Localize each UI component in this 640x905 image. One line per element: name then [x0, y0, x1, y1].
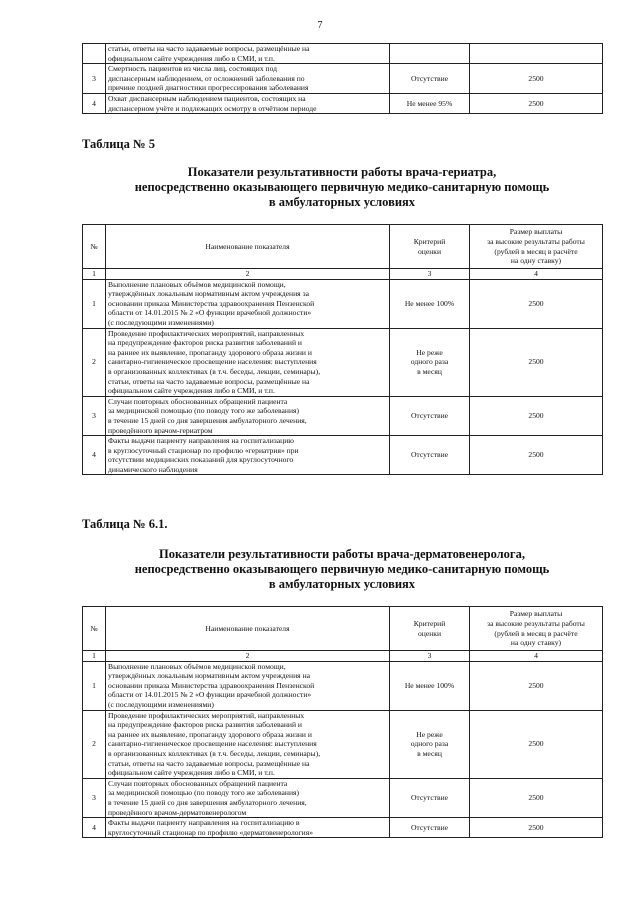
row-number: 1 — [83, 661, 106, 710]
criterion-text-line: Не менее 95% — [406, 98, 453, 108]
header-criterion-line: оценки — [417, 246, 442, 256]
indicator-name — [106, 328, 390, 396]
table-row — [83, 44, 603, 64]
indicator-text-line: на предупреждение факторов риска развития заболеваний и — [108, 338, 302, 348]
criterion-cell — [390, 279, 470, 328]
criterion-text-line: Не реже — [416, 729, 443, 739]
criterion-text-line: в месяц — [417, 366, 442, 376]
indicator-text-line: официальном сайте учреждения либо в СМИ, и т.п. — [108, 768, 275, 778]
indicator-name — [106, 818, 390, 838]
table-5-title-line: Показатели результативности работы врача-гериатра, — [187, 165, 497, 179]
header-indicator-name: Наименование показателя — [106, 607, 390, 651]
column-number-3: 3 — [390, 651, 470, 662]
criterion-cell — [390, 818, 470, 838]
column-number-4: 4 — [470, 651, 603, 662]
header-number: № — [83, 607, 106, 651]
row-number: 3 — [83, 396, 106, 435]
row-number: 2 — [83, 328, 106, 396]
indicator-text-line: на предупреждение факторов риска развития заболеваний и — [108, 720, 302, 730]
indicator-text-line: за медицинской помощью (по поводу того же заболевания) — [108, 788, 300, 798]
table-5-label: Таблица № 5 — [82, 137, 155, 151]
indicator-name — [106, 64, 390, 94]
amount-cell: 2500 — [470, 436, 603, 475]
criterion-text-line: в месяц — [417, 748, 442, 758]
row-number: 2 — [83, 710, 106, 778]
table-6-1-title-line: непосредственно оказывающего первичную медико-санитарную помощь — [134, 562, 550, 576]
amount-cell: 2500 — [470, 661, 603, 710]
table-row — [83, 396, 603, 435]
criterion-text-line: одного раза — [410, 357, 449, 367]
header-amount-line: на одну ставку) — [510, 256, 562, 266]
indicator-text-line: в круглосуточный стационар по профилю «гериатрия» при — [108, 445, 299, 455]
indicator-text-line: причине поздней диагностики прогрессирования заболевания — [108, 83, 309, 93]
row-number: 3 — [83, 64, 106, 94]
table-row — [83, 778, 603, 817]
table-row — [83, 93, 603, 113]
indicator-text-line: Факты выдачи пациенту направления на госпитализацию в — [108, 818, 300, 828]
indicator-name — [106, 93, 390, 113]
indicator-text-line: Факты выдачи пациенту направления на госпитализацию — [108, 436, 294, 446]
header-indicator-name: Наименование показателя — [106, 225, 390, 269]
table-6-1-title-line: в амбулаторных условиях — [268, 577, 416, 591]
indicator-name — [106, 396, 390, 435]
amount-cell: 2500 — [470, 710, 603, 778]
indicator-text-line: (с последующими изменениями) — [108, 317, 214, 327]
criterion-text-line: Отсутствие — [410, 793, 449, 803]
header-amount-line: на одну ставку) — [510, 638, 562, 648]
table-row — [83, 328, 603, 396]
table-6-1-label: Таблица № 6.1. — [82, 517, 168, 531]
column-number-4: 4 — [470, 269, 603, 280]
indicator-text-line: на раннее их выявление, пропаганду здорового образа жизни и — [108, 347, 312, 357]
indicator-text-line: статьи, ответы на часто задаваемые вопросы, размещённые на — [108, 376, 310, 386]
indicator-text-line: области от 14.01.2015 № 2 «О функции врачебной должности» — [108, 690, 312, 700]
column-number-2: 2 — [106, 269, 390, 280]
indicator-name — [106, 710, 390, 778]
indicator-text-line: Проведение профилактических мероприятий, направленных — [108, 710, 305, 720]
row-number: 4 — [83, 818, 106, 838]
header-amount-line: за высокие результаты работы — [487, 236, 585, 246]
criterion-text-line: Отсутствие — [410, 822, 449, 832]
table-5-title-line: в амбулаторных условиях — [268, 195, 416, 209]
criterion-text-line: Отсутствие — [410, 73, 449, 83]
criterion-cell — [390, 710, 470, 778]
header-number: № — [83, 225, 106, 269]
amount-cell: 2500 — [470, 64, 603, 94]
criterion-text-line: Не менее 100% — [404, 298, 455, 308]
indicator-text-line: санитарно-гигиеническое просвещение населения: выступления — [108, 739, 317, 749]
indicator-text-line: статьи, ответы на часто задаваемые вопросы, размещённые на — [108, 758, 310, 768]
column-number-2: 2 — [106, 651, 390, 662]
table-row — [83, 818, 603, 838]
criterion-text-line: Отсутствие — [410, 450, 449, 460]
table-row — [83, 661, 603, 710]
indicator-text-line: отсутствии медицинских показаний для круглосуточного — [108, 455, 294, 465]
header-criterion — [390, 607, 470, 651]
indicator-text-line: проведённого врачом-дерматовенерологом — [108, 807, 247, 817]
table-5-title-line: непосредственно оказывающего первичную медико-санитарную помощь — [134, 180, 550, 194]
indicator-text-line: Случаи повторных обоснованных обращений пациента — [108, 778, 288, 788]
amount-cell: 2500 — [470, 328, 603, 396]
criterion-text-line: одного раза — [410, 739, 449, 749]
amount-cell: 2500 — [470, 778, 603, 817]
amount-cell: 2500 — [470, 396, 603, 435]
indicator-text-line: утверждённых локальным нормативным актом учреждения на — [108, 671, 311, 681]
indicator-text-line: круглосуточный стационар по профилю «дерматовенерология» — [108, 827, 314, 837]
criterion-text-line: Не менее 100% — [404, 680, 455, 690]
header-amount-line: Размер выплаты — [509, 227, 563, 237]
row-number: 1 — [83, 279, 106, 328]
header-amount-line: Размер выплаты — [509, 609, 563, 619]
amount-cell — [470, 44, 603, 64]
indicator-text-line: в организованных коллективах (в т.ч. беседы, лекции, семинары), — [108, 366, 321, 376]
indicator-text-line: Охват диспансерным наблюдением пациентов, состоящих на — [108, 93, 306, 103]
table-5 — [82, 224, 603, 475]
table-5-title — [82, 165, 602, 210]
header-amount — [470, 225, 603, 269]
amount-cell: 2500 — [470, 818, 603, 838]
table-row — [83, 279, 603, 328]
indicator-name — [106, 778, 390, 817]
header-amount-line: (рублей в месяц в расчёте — [494, 628, 578, 638]
row-number: 3 — [83, 778, 106, 817]
column-number-1: 1 — [83, 269, 106, 280]
row-number: 4 — [83, 93, 106, 113]
header-amount — [470, 607, 603, 651]
indicator-text-line: диспансерным наблюдением, от осложнений заболевания по — [108, 73, 305, 83]
indicator-text-line: проведённого врачом-гериатром — [108, 425, 213, 435]
header-criterion — [390, 225, 470, 269]
column-number-3: 3 — [390, 269, 470, 280]
amount-cell: 2500 — [470, 279, 603, 328]
header-criterion-line: Критерий — [413, 236, 446, 246]
indicator-text-line: санитарно-гигиеническое просвещение населения: выступления — [108, 357, 317, 367]
table-row — [83, 710, 603, 778]
indicator-text-line: Смертность пациентов из числа лиц, состоящих под — [108, 64, 278, 74]
criterion-cell — [390, 64, 470, 94]
indicator-text-line: Случаи повторных обоснованных обращений пациента — [108, 396, 288, 406]
indicator-text-line: области от 14.01.2015 № 2 «О функции врачебной должности» — [108, 308, 312, 318]
criterion-text-line: Не реже — [416, 347, 443, 357]
indicator-text-line: Выполнение плановых объёмов медицинской помощи, — [108, 279, 286, 289]
criterion-cell — [390, 661, 470, 710]
criterion-cell — [390, 44, 470, 64]
table-row — [83, 64, 603, 94]
criterion-cell — [390, 396, 470, 435]
indicator-text-line: основании приказа Министерства здравоохранения Пензенской — [108, 680, 315, 690]
column-number-1: 1 — [83, 651, 106, 662]
table-6-1 — [82, 606, 603, 838]
table-6-1-title-line: Показатели результативности работы врача-дерматовенеролога, — [159, 547, 525, 561]
top-continuation-table — [82, 43, 603, 114]
header-amount-line: за высокие результаты работы — [487, 618, 585, 628]
indicator-name — [106, 44, 390, 64]
indicator-text-line: Выполнение плановых объёмов медицинской помощи, — [108, 661, 286, 671]
indicator-text-line: официальном сайте учреждения либо в СМИ, и т.п. — [108, 386, 275, 396]
row-number — [83, 44, 106, 64]
row-number: 4 — [83, 436, 106, 475]
header-criterion-line: оценки — [417, 628, 442, 638]
indicator-text-line: в организованных коллективах (в т.ч. беседы, лекции, семинары), — [108, 748, 321, 758]
indicator-text-line: в течение 15 дней со дня завершения амбулаторного лечения, — [108, 415, 307, 425]
indicator-text-line: Проведение профилактических мероприятий, направленных — [108, 328, 305, 338]
criterion-cell — [390, 93, 470, 113]
indicator-name — [106, 661, 390, 710]
indicator-text-line: диспансерном учёте и подлежащих осмотру в отчётном периоде — [108, 103, 317, 113]
indicator-name — [106, 436, 390, 475]
header-criterion-line: Критерий — [413, 618, 446, 628]
criterion-text-line: Отсутствие — [410, 411, 449, 421]
page-number: 7 — [317, 20, 323, 31]
indicator-text-line: статьи, ответы на часто задаваемые вопросы, размещённые на — [108, 44, 310, 53]
indicator-text-line: на раннее их выявление, пропаганду здорового образа жизни и — [108, 729, 312, 739]
indicator-text-line: официальном сайте учреждения либо в СМИ, и т.п. — [108, 53, 275, 63]
table-row — [83, 436, 603, 475]
criterion-cell — [390, 778, 470, 817]
indicator-text-line: динамического наблюдения — [108, 464, 198, 474]
criterion-cell — [390, 328, 470, 396]
indicator-text-line: за медицинской помощью (по поводу того же заболевания) — [108, 406, 300, 416]
indicator-name — [106, 279, 390, 328]
table-6-1-title — [82, 547, 602, 592]
amount-cell: 2500 — [470, 93, 603, 113]
criterion-cell — [390, 436, 470, 475]
indicator-text-line: в течение 15 дней со дня завершения амбулаторного лечения, — [108, 797, 307, 807]
indicator-text-line: утверждённых локальным нормативным актом учреждения за — [108, 289, 309, 299]
header-amount-line: (рублей в месяц в расчёте — [494, 246, 578, 256]
indicator-text-line: (с последующими изменениями) — [108, 699, 214, 709]
indicator-text-line: основании приказа Министерства здравоохранения Пензенской — [108, 298, 315, 308]
